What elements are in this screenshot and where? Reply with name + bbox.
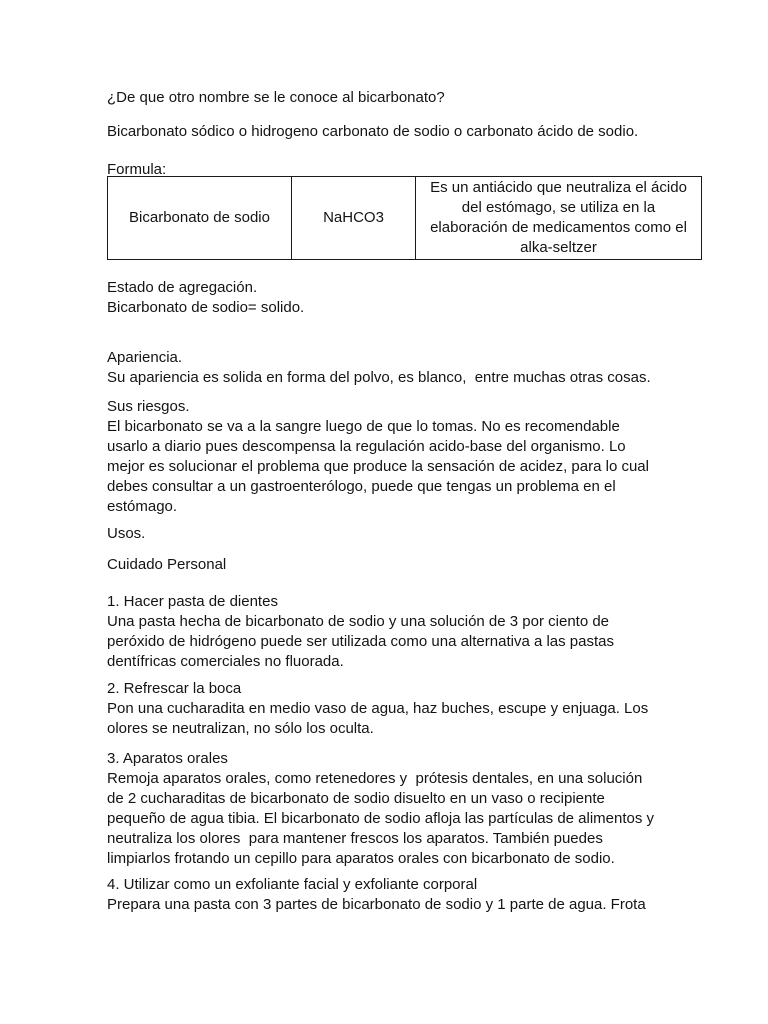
estado-value: Bicarbonato de sodio= solido. — [107, 299, 305, 316]
uso-2-heading: 2. Refrescar la boca — [107, 680, 242, 697]
estado-section — [107, 278, 655, 318]
uso-1-text: Una pasta hecha de bicarbonato de sodio y una solución de 3 por ciento de peróxido de hidrógeno puede ser utilizada como una alternativa a las pastas dentífricas comerciales no fluorada. — [107, 613, 619, 670]
formula-label: Formula: — [107, 161, 167, 178]
formula-table-cell-formula: NaHCO3 — [292, 177, 416, 260]
estado-heading: Estado de agregación. — [107, 279, 258, 296]
question-line: ¿De que otro nombre se le conoce al bicarbonato? — [107, 89, 445, 106]
formula-table-cell-name: Bicarbonato de sodio — [108, 177, 292, 260]
apariencia-heading: Apariencia. — [107, 349, 183, 366]
riesgos-heading: Sus riesgos. — [107, 398, 190, 415]
riesgos-text: El bicarbonato se va a la sangre luego de que lo tomas. No es recomendable usarlo a diario pues descompensa la regulación acido-base del organismo. Lo mejor es solucionar el problema que produce la sensación de acidez, para lo cual debes consultar a un gastroenterólogo, puede que tengas un problema en el estómago. — [107, 418, 654, 515]
formula-table-cell-description: Es un antiácido que neutraliza el ácido del estómago, se utiliza en la elaboración de medicamentos como el alka-seltzer — [416, 177, 702, 260]
uso-3-section — [107, 749, 659, 869]
uso-3-heading: 3. Aparatos orales — [107, 750, 228, 767]
formula-table — [107, 176, 702, 260]
uso-3-text: Remoja aparatos orales, como retenedores y prótesis dentales, en una solución de 2 cucharaditas de bicarbonato de sodio disuelto en un vaso o recipiente pequeño de agua tibia. El bicarbonato de sodio afloja las partículas de alimentos y neutraliza los olores para mantener frescos los aparatos. También puedes limpiarlos frotando un cepillo para aparatos orales con bicarbonato de sodio. — [107, 770, 659, 867]
usos-heading: Usos. — [107, 525, 146, 542]
uso-1-heading: 1. Hacer pasta de dientes — [107, 593, 278, 610]
riesgos-section — [107, 397, 655, 517]
uso-1-section — [107, 592, 655, 672]
apariencia-section — [107, 348, 655, 388]
categoria-heading: Cuidado Personal — [107, 556, 227, 573]
uso-2-text: Pon una cucharadita en medio vaso de agua, haz buches, escupe y enjuaga. Los olores se neutralizan, no sólo los oculta. — [107, 700, 653, 737]
uso-4-heading: 4. Utilizar como un exfoliante facial y exfoliante corporal — [107, 876, 478, 893]
uso-4-section — [107, 875, 655, 915]
uso-4-text: Prepara una pasta con 3 partes de bicarbonato de sodio y 1 parte de agua. Frota — [107, 896, 646, 913]
formula-table-wrapper — [107, 176, 687, 260]
answer-line: Bicarbonato sódico o hidrogeno carbonato de sodio o carbonato ácido de sodio. — [107, 123, 639, 140]
apariencia-text: Su apariencia es solida en forma del polvo, es blanco, entre muchas otras cosas. — [107, 369, 651, 386]
uso-2-section — [107, 679, 655, 739]
formula-table-row — [108, 177, 702, 260]
